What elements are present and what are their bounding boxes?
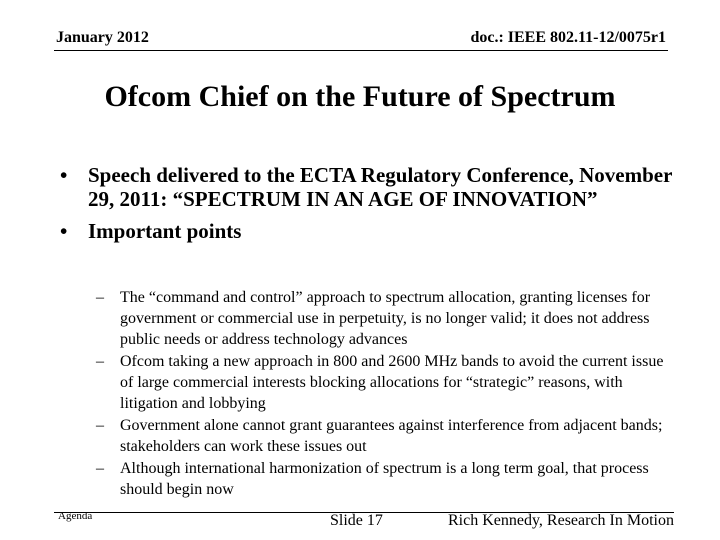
subpoint-marker: –: [96, 289, 104, 306]
subpoint-text: Ofcom taking a new approach in 800 and 2600 MHz bands to avoid the current issue of large commercial interests blocking allocations for “strategic” reasons, with litigation and lobbying: [120, 353, 664, 412]
header-doc-id: doc.: IEEE 802.11-12/0075r1: [470, 29, 666, 46]
bullet-text: Speech delivered to the ECTA Regulatory Conference, November 29, 2011: “SPECTRUM IN AN AGE OF INNOVATION”: [88, 163, 673, 211]
subpoint-text: Government alone cannot grant guarantees against interference from adjacent bands; stakeholders can work these issues out: [120, 417, 663, 455]
subpoint-marker: –: [96, 460, 104, 477]
bullet-marker: •: [60, 219, 68, 243]
subpoint-list: [96, 287, 671, 501]
subpoint-item: [96, 351, 671, 414]
footer-slide-number: Slide 17: [330, 512, 383, 529]
header-divider: [54, 50, 668, 51]
subpoint-text: Although international harmonization of spectrum is a long term goal, that process should begin now: [120, 460, 649, 498]
slide-title: Ofcom Chief on the Future of Spectrum: [104, 80, 616, 113]
bullet-text: Important points: [88, 219, 242, 243]
subpoint-marker: –: [96, 417, 104, 434]
subpoint-item: [96, 458, 671, 500]
header-date: January 2012: [56, 29, 149, 46]
bullet-marker: •: [60, 163, 68, 187]
subpoint-item: [96, 415, 671, 457]
footer-agenda: Agenda: [58, 510, 93, 522]
subpoint-text: The “command and control” approach to spectrum allocation, granting licenses for government or commercial use in perpetuity, is no longer valid; it does not address public needs or address technology advances: [120, 289, 651, 348]
footer-author: Rich Kennedy, Research In Motion: [447, 512, 674, 529]
subpoint-marker: –: [96, 353, 104, 370]
bullet-item: [60, 163, 680, 211]
bullet-list: [60, 163, 680, 251]
bullet-item: [60, 219, 680, 243]
subpoint-item: [96, 287, 671, 350]
